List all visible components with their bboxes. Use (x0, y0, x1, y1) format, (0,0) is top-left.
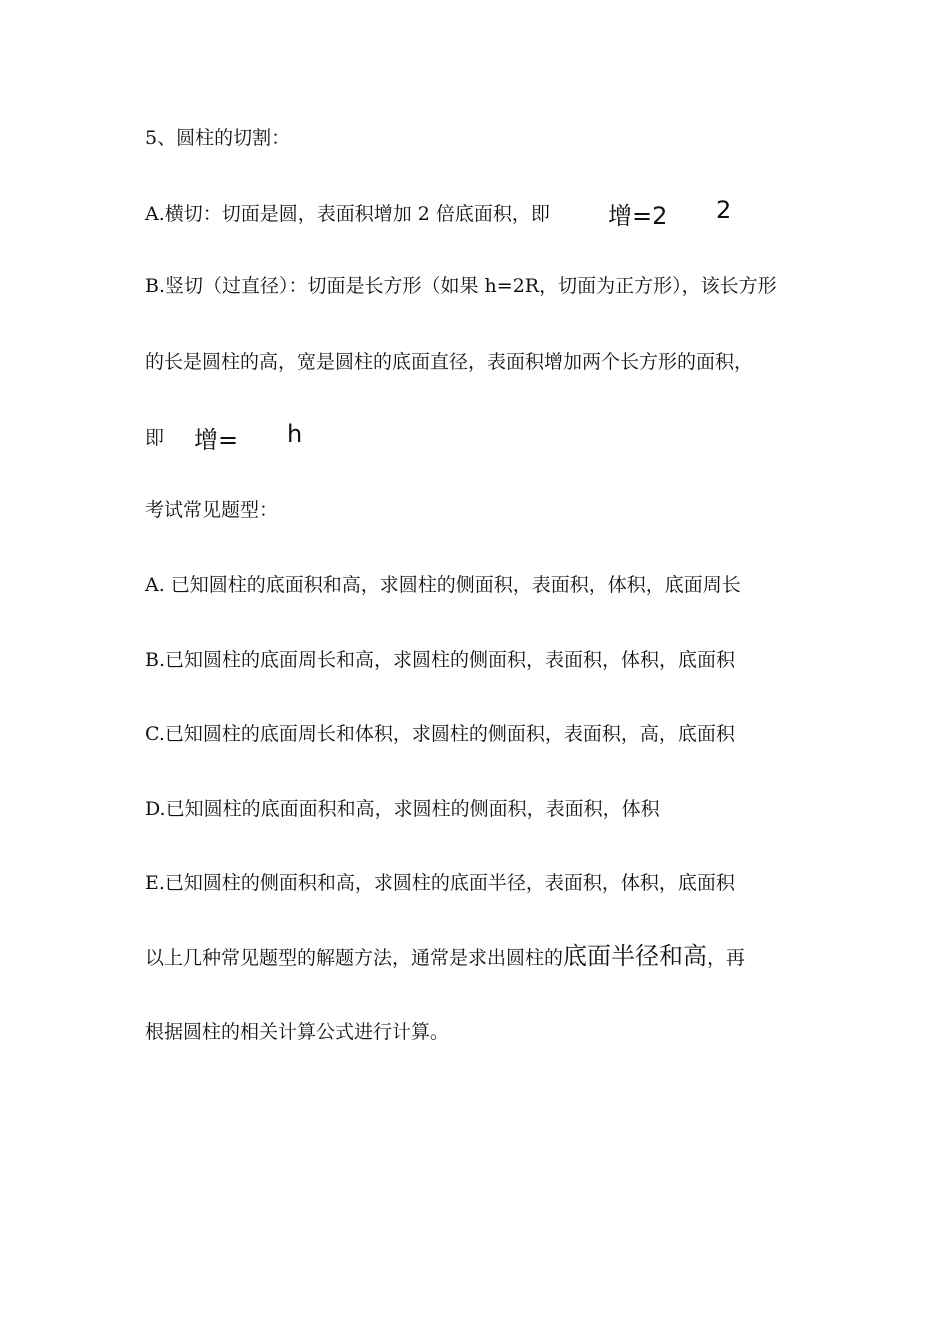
question-e: E.已知圆柱的侧面积和高，求圆柱的底面半径，表面积，体积，底面积 (145, 872, 735, 894)
cut-a-text: A.横切：切面是圆，表面积增加 2 倍底面积，即 (145, 203, 550, 225)
question-b: B.已知圆柱的底面周长和高，求圆柱的侧面积，表面积，体积，底面积 (145, 649, 736, 671)
question-c: C.已知圆柱的底面周长和体积，求圆柱的侧面积，表面积，高，底面积 (145, 723, 735, 745)
conclusion-line2: 根据圆柱的相关计算公式进行计算。 (145, 1021, 450, 1043)
cut-b-formula-left: 增= (194, 426, 239, 454)
conclusion-part1: 以上几种常见题型的解题方法，通常是求出圆柱的 (145, 947, 564, 969)
section-heading: 5、圆柱的切割： (145, 127, 291, 149)
conclusion-part2: ，再 (707, 947, 746, 969)
question-a: A. 已知圆柱的底面积和高，求圆柱的侧面积，表面积，体积，底面周长 (145, 574, 741, 596)
exam-heading: 考试常见题型： (145, 499, 279, 521)
question-d: D.已知圆柱的底面面积和高，求圆柱的侧面积，表面积，体积 (145, 798, 660, 820)
conclusion-emphasis: 底面半径和高 (563, 942, 708, 970)
cut-b-line2: 的长是圆柱的高，宽是圆柱的底面直径，表面积增加两个长方形的面积， (145, 351, 754, 373)
conclusion-line1 (145, 944, 745, 970)
cut-a-formula-right: 2 (716, 196, 732, 224)
cut-b-line1: B.竖切（过直径）：切面是长方形（如果 h=2R，切面为正方形），该长方形 (145, 275, 777, 297)
cut-a-formula-left: 增=2 (608, 202, 668, 230)
cut-b-formula-right: h (287, 420, 303, 448)
cut-b-prefix: 即 (145, 427, 165, 449)
